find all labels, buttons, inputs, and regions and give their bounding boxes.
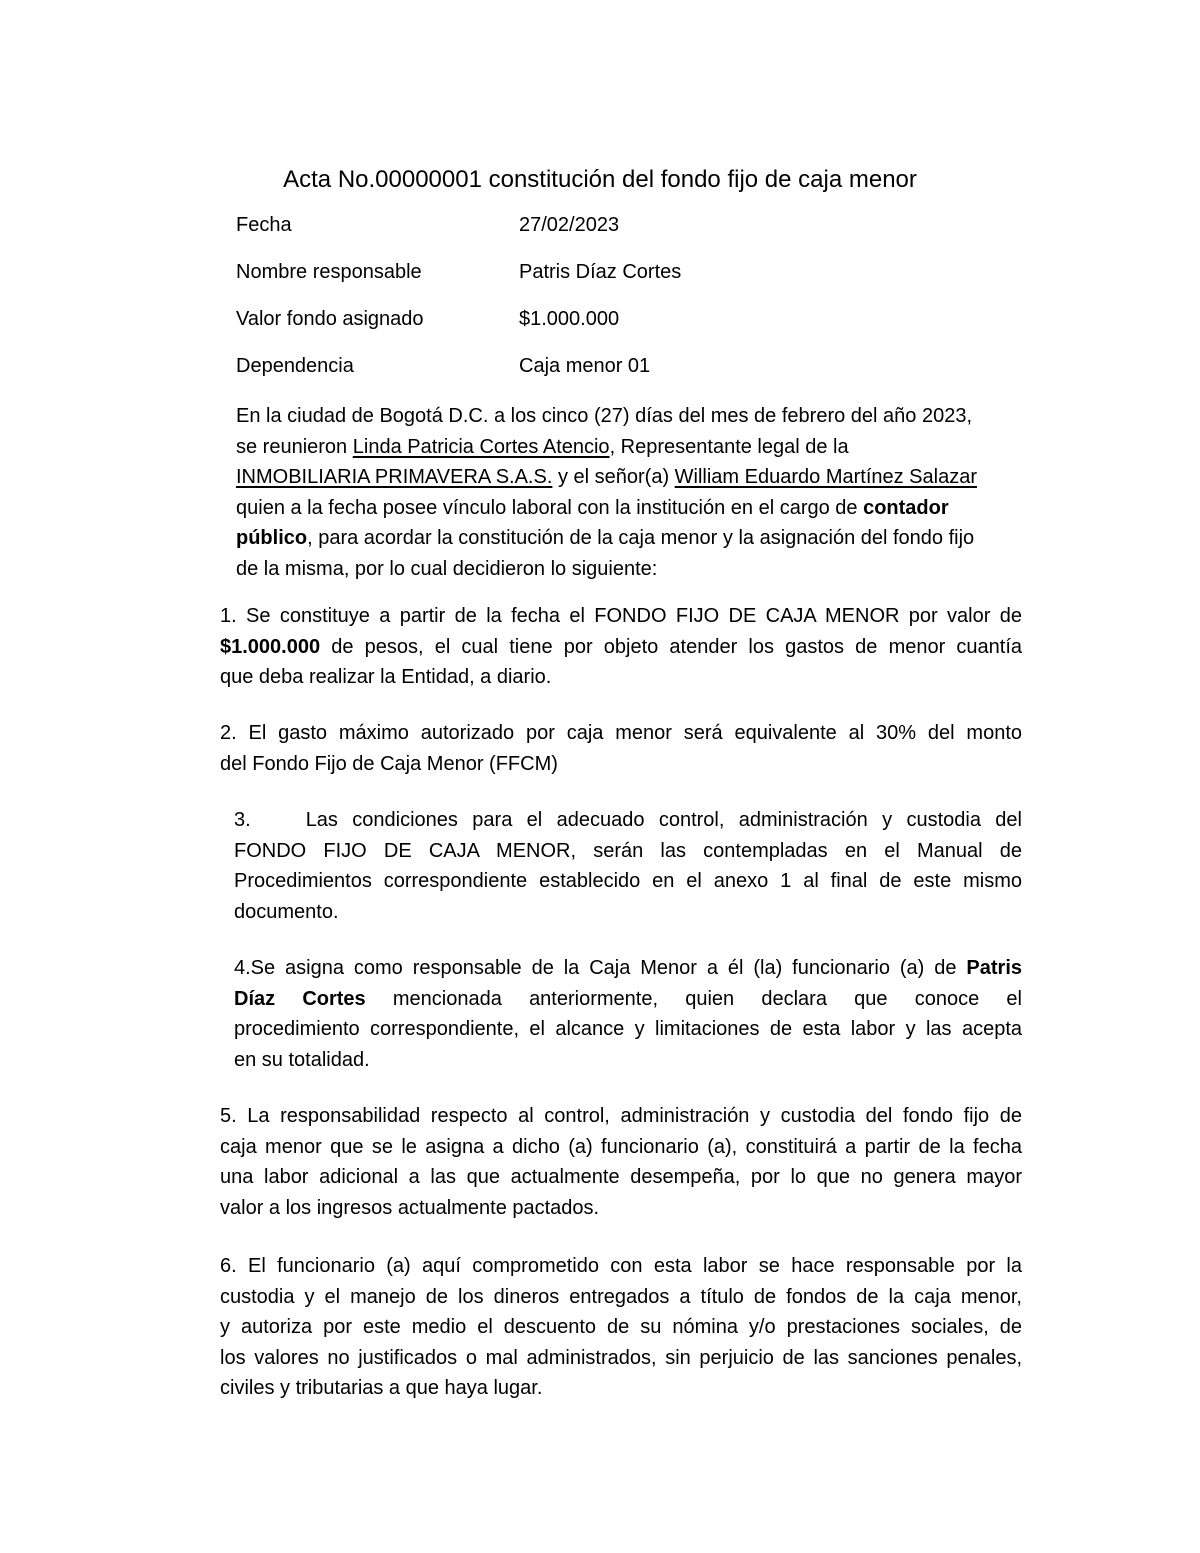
fecha-label: Fecha	[236, 214, 292, 236]
responsable-label: Nombre responsable	[236, 261, 422, 283]
dependencia-value: Caja menor 01	[519, 355, 651, 377]
item-line: procedimiento correspondiente, el alcance y limitaciones de esta labor y las acepta	[234, 1018, 1022, 1040]
document-title: Acta No.00000001 constitución del fondo fijo de caja menor	[283, 166, 917, 193]
valor-value: $1.000.000	[519, 308, 620, 330]
item-2	[220, 718, 1022, 779]
intro-line: En la ciudad de Bogotá D.C. a los cinco (27) días del mes de febrero del año 2023,	[236, 405, 973, 427]
item-1	[220, 601, 1022, 693]
item-3	[234, 805, 1022, 927]
responsable-value: Patris Díaz Cortes	[519, 261, 682, 283]
intro-line: se reunieron Linda Patricia Cortes Atencio, Representante legal de la	[236, 435, 849, 458]
item-line: 6. El funcionario (a) aquí comprometido con esta labor se hace responsable por la	[220, 1255, 1022, 1277]
intro-line: público, para acordar la constitución de la caja menor y la asignación del fondo fijo	[236, 527, 975, 549]
item-line: 2. El gasto máximo autorizado por caja menor será equivalente al 30% del monto	[220, 722, 1022, 744]
accountant-name: William Eduardo Martínez Salazar	[674, 466, 977, 488]
company-name: INMOBILIARIA PRIMAVERA S.A.S.	[236, 466, 553, 488]
item-line: una labor adicional a las que actualmente desempeña, por lo que no genera mayor	[220, 1166, 1022, 1188]
item-line: civiles y tributarias a que haya lugar.	[220, 1377, 543, 1399]
item-line: Díaz Cortes mencionada anteriormente, quien declara que conoce el	[234, 987, 1023, 1010]
item-line: FONDO FIJO DE CAJA MENOR, serán las contempladas en el Manual de	[234, 839, 1022, 862]
item-line: $1.000.000 de pesos, el cual tiene por objeto atender los gastos de menor cuantía	[220, 635, 1022, 658]
item-line: que deba realizar la Entidad, a diario.	[220, 666, 552, 688]
item-4	[234, 953, 1022, 1075]
item-line: los valores no justificados o mal administrados, sin perjuicio de las sanciones penales,	[220, 1346, 1022, 1369]
item-line: custodia y el manejo de los dineros entregados a título de fondos de la caja menor,	[220, 1285, 1022, 1308]
item-line: del Fondo Fijo de Caja Menor (FFCM)	[220, 752, 558, 775]
intro-paragraph	[236, 401, 1026, 584]
item-line: 5. La responsabilidad respecto al control, administración y custodia del fondo fijo de	[220, 1105, 1022, 1127]
valor-label: Valor fondo asignado	[236, 308, 424, 330]
fecha-value: 27/02/2023	[519, 214, 620, 236]
item-6	[220, 1251, 1022, 1404]
item-line: 1. Se constituye a partir de la fecha el FONDO FIJO DE CAJA MENOR por valor de	[220, 605, 1022, 627]
item-line: y autoriza por este medio el descuento de su nómina y/o prestaciones sociales, de	[220, 1316, 1022, 1338]
dependencia-label: Dependencia	[236, 355, 354, 377]
item-line: caja menor que se le asigna a dicho (a) funcionario (a), constituirá a partir de la fecha	[220, 1135, 1022, 1158]
intro-line: de la misma, por lo cual decidieron lo siguiente:	[236, 557, 658, 580]
item-line: documento.	[234, 900, 339, 923]
item-line: Procedimientos correspondiente establecido en el anexo 1 al final de este mismo	[234, 870, 1022, 892]
item-line: valor a los ingresos actualmente pactados.	[220, 1196, 600, 1219]
item-line: 4.Se asigna como responsable de la Caja Menor a él (la) funcionario (a) de Patris	[234, 957, 1022, 979]
item-line: 3. Las condiciones para el adecuado control, administración y custodia del	[234, 809, 1022, 831]
item-5	[220, 1101, 1022, 1223]
intro-line: quien a la fecha posee vínculo laboral con la institución en el cargo de contador	[236, 496, 949, 519]
item-line: en su totalidad.	[234, 1048, 370, 1071]
representative-name: Linda Patricia Cortes Atencio	[352, 435, 610, 458]
intro-line: INMOBILIARIA PRIMAVERA S.A.S. y el señor(a) William Eduardo Martínez Salazar	[236, 466, 977, 488]
